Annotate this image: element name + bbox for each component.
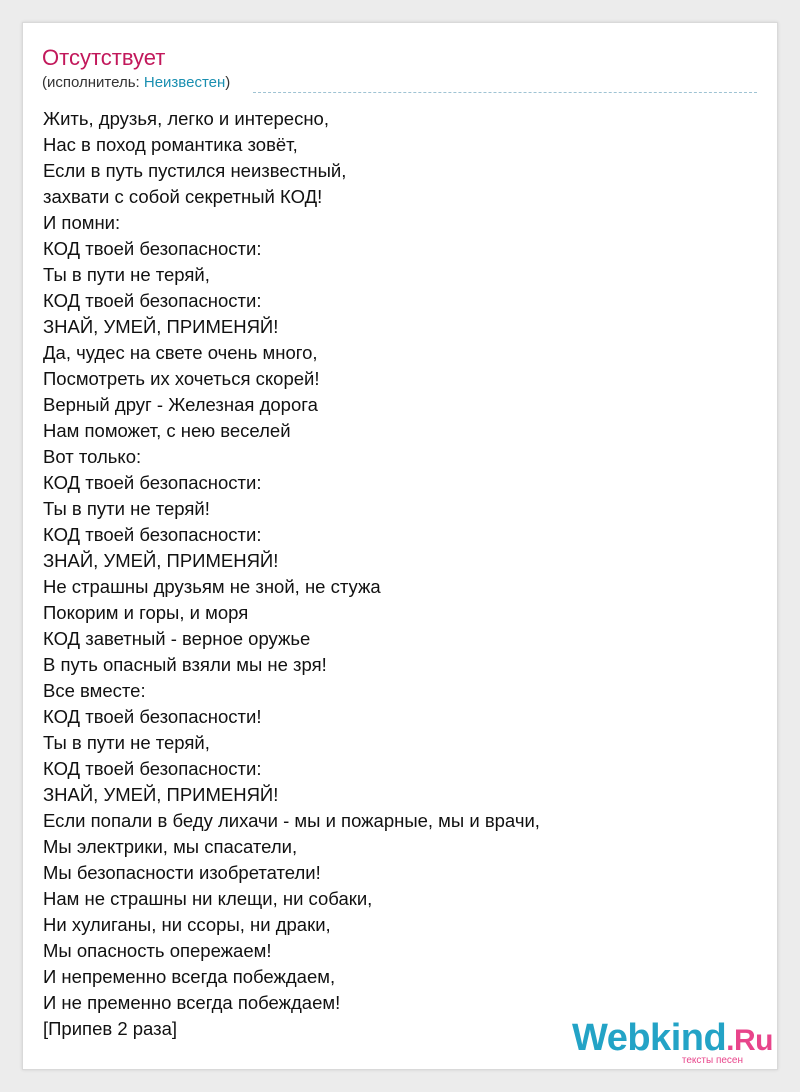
artist-line (42, 73, 230, 93)
lyric-line: Нас в поход романтика зовёт, (43, 134, 298, 155)
lyric-line: Нам поможет, с нею веселей (43, 420, 291, 441)
lyric-line: Ты в пути не теряй, (43, 264, 210, 285)
lyric-line: КОД твоей безопасности: (43, 290, 262, 311)
lyric-line: Посмотреть их хочеться скорей! (43, 368, 320, 389)
logo-tagline: тексты песен (681, 1055, 743, 1066)
lyric-line: Ни хулиганы, ни ссоры, ни драки, (43, 914, 331, 935)
lyric-line: И непременно всегда побеждаем, (43, 966, 336, 987)
logo-suffix: .Ru (726, 1024, 773, 1057)
lyric-line: Вот только: (43, 446, 142, 467)
lyric-line: КОД заветный - верное оружье (43, 628, 311, 649)
lyric-line: В путь опасный взяли мы не зря! (43, 654, 327, 675)
lyric-line: Да, чудес на свете очень много, (43, 342, 318, 363)
lyric-line: Верный друг - Железная дорога (43, 394, 318, 415)
lyric-line: захвати с собой секретный КОД! (43, 186, 323, 207)
header-divider (253, 92, 757, 93)
lyric-line: Покорим и горы, и моря (43, 602, 249, 623)
lyric-line: Не страшны друзьям не зной, не стужа (43, 576, 381, 597)
lyric-line: Нам не страшны ни клещи, ни собаки, (43, 888, 373, 909)
artist-prefix: (исполнитель: (42, 74, 144, 91)
lyric-line: КОД твоей безопасности! (43, 706, 262, 727)
site-logo (572, 1017, 773, 1066)
lyric-line: Все вместе: (43, 680, 146, 701)
lyrics-card (22, 22, 778, 1070)
lyric-line: КОД твоей безопасности: (43, 238, 262, 259)
lyric-line: Если в путь пустился неизвестный, (43, 160, 347, 181)
logo-main-text: Webkind (572, 1017, 727, 1059)
lyric-line: ЗНАЙ, УМЕЙ, ПРИМЕНЯЙ! (43, 784, 279, 805)
lyric-line: Жить, друзья, легко и интересно, (43, 108, 329, 129)
lyrics-text (43, 106, 540, 1042)
lyric-line: ЗНАЙ, УМЕЙ, ПРИМЕНЯЙ! (43, 316, 279, 337)
lyric-line: КОД твоей безопасности: (43, 758, 262, 779)
lyric-line: Мы электрики, мы спасатели, (43, 836, 298, 857)
lyric-line: Ты в пути не теряй, (43, 732, 210, 753)
lyric-line: Ты в пути не теряй! (43, 498, 210, 519)
lyric-line: ЗНАЙ, УМЕЙ, ПРИМЕНЯЙ! (43, 550, 279, 571)
lyric-line: [Припев 2 раза] (43, 1018, 178, 1039)
lyric-line: Если попали в беду лихачи - мы и пожарные, мы и врачи, (43, 810, 540, 831)
artist-suffix: ) (225, 74, 231, 91)
lyric-line: КОД твоей безопасности: (43, 472, 262, 493)
lyric-line: И не пременно всегда побеждаем! (43, 992, 341, 1013)
song-title: Отсутствует (42, 45, 166, 70)
lyric-line: Мы безопасности изобретатели! (43, 862, 321, 883)
artist-link[interactable]: Неизвестен (143, 74, 226, 91)
lyric-line: И помни: (43, 212, 121, 233)
lyric-line: Мы опасность опережаем! (43, 940, 272, 961)
lyric-line: КОД твоей безопасности: (43, 524, 262, 545)
